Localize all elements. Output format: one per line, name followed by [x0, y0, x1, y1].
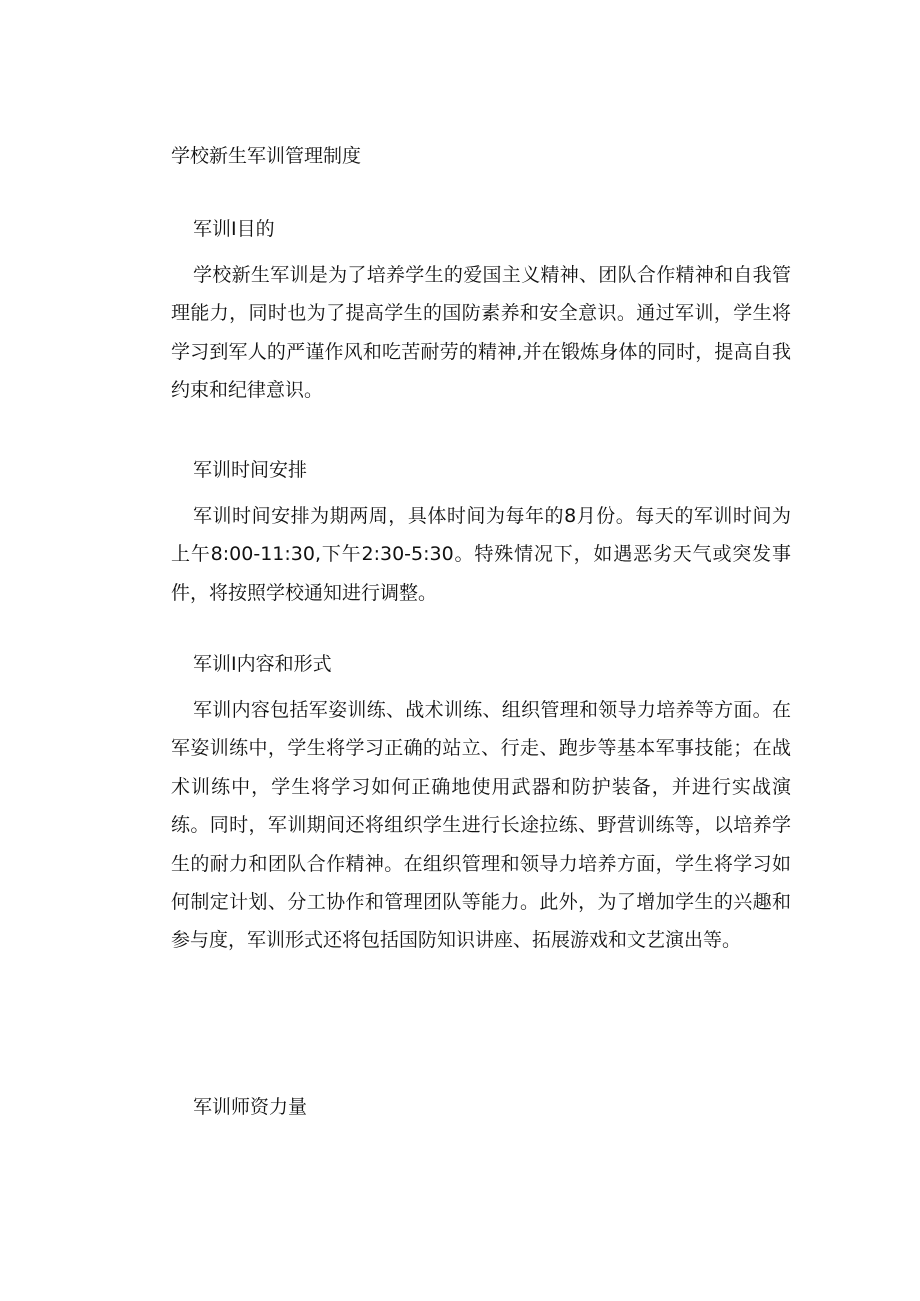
- section-body-schedule: 军训时间安排为期两周，具体时间为每年的8月份。每天的军训时间为上午8:00-11:30,下午2:30-5:30。特殊情况下，如遇恶劣天气或突发事件，将按照学校通知进行调整。: [171, 505, 791, 604]
- section-body-purpose: 学校新生军训是为了培养学生的爱国主义精神、团队合作精神和自我管理能力，同时也为了提高学生的国防素养和安全意识。通过军训，学生将学习到军人的严谨作风和吃苦耐劳的精神,并在锻炼身体的同时，提高自我约束和纪律意识。: [171, 264, 791, 402]
- section-body-content: 军训内容包括军姿训练、战术训练、组织管理和领导力培养等方面。在军姿训练中，学生将学习正确的站立、行走、跑步等基本军事技能；在战术训练中，学生将学习如何正确地使用武器和防护装备，并进行实战演练。同时，军训期间还将组织学生进行长途拉练、野营训练等，以培养学生的耐力和团队合作精神。在组织管理和领导力培养方面，学生将学习如何制定计划、分工协作和管理团队等能力。此外，为了增加学生的兴趣和参与度，军训形式还将包括国防知识讲座、拓展游戏和文艺演出等。: [171, 699, 791, 952]
- document-title: 学校新生军训管理制度: [171, 145, 362, 167]
- section-heading-instructors: 军训师资力量: [193, 1096, 308, 1118]
- section-heading-schedule: 军训时间安排: [193, 459, 308, 481]
- section-heading-purpose: 军训I目的: [193, 218, 275, 240]
- section-heading-content: 军训I内容和形式: [193, 653, 332, 675]
